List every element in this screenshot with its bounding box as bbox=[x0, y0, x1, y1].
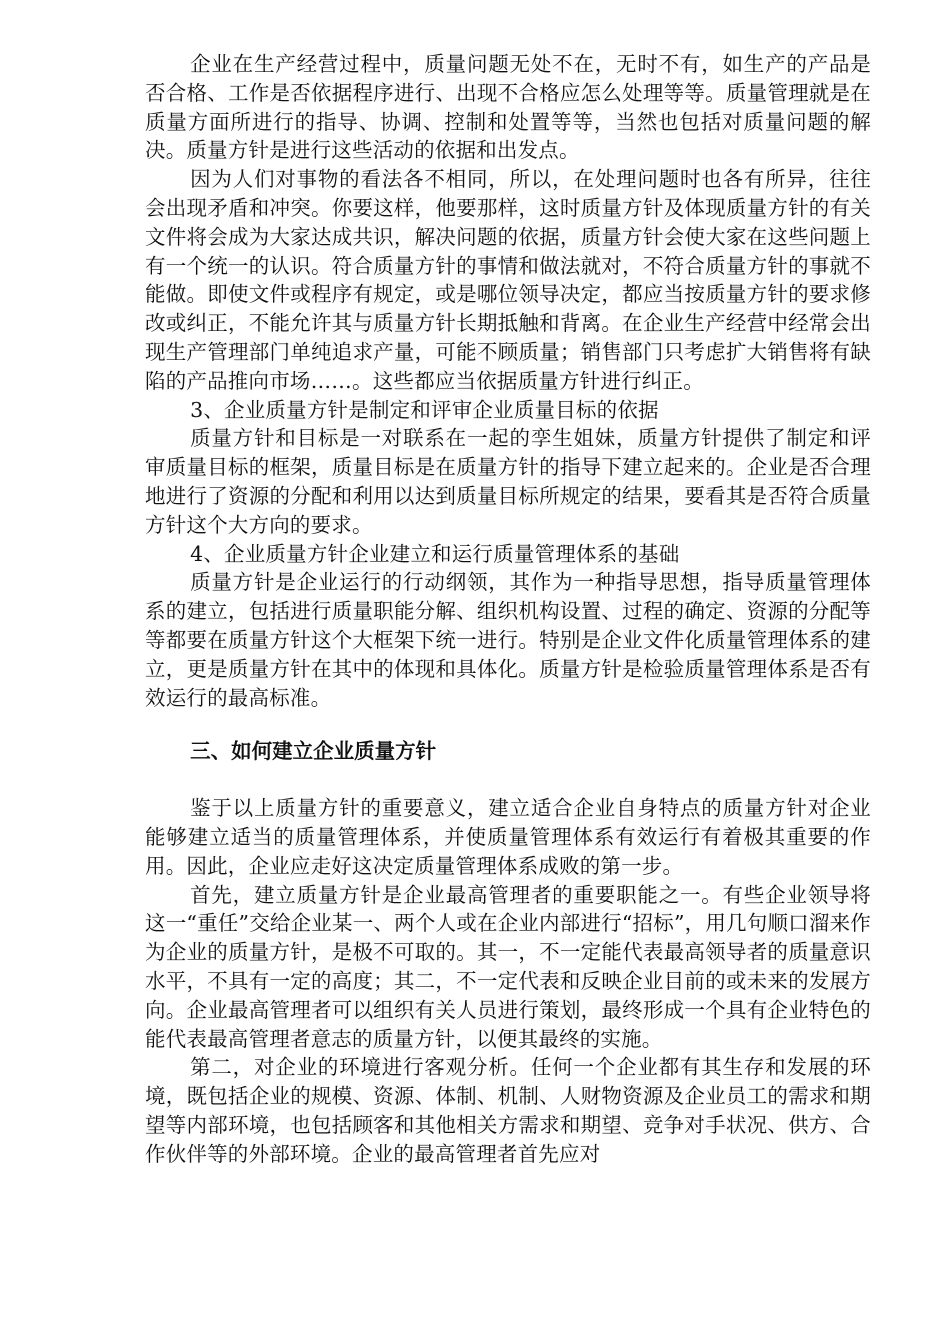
body-paragraph: 鉴于以上质量方针的重要意义，建立适合企业自身特点的质量方针对企业能够建立适当的质量管理体系，并使质量管理体系有效运行有着极其重要的作用。因此，企业应走好这决定质量管理体系成败的第一步。 bbox=[145, 796, 871, 878]
body-paragraph: 首先，建立质量方针是企业最高管理者的重要职能之一。有些企业领导将这一“重任”交给企业某一、两个人或在企业内部进行“招标”，用几句顺口溜来作为企业的质量方针，是极不可取的。其一，不一定能代表最高领导者的质量意识水平，不具有一定的高度；其二，不一定代表和反映企业目前的或未来的发展方向。企业最高管理者可以组织有关人员进行策划，最终形成一个具有企业特色的能代表最高管理者意志的质量方针，以便其最终的实施。 bbox=[145, 882, 871, 1051]
spacer bbox=[145, 712, 871, 737]
document-body bbox=[145, 50, 871, 1168]
body-paragraph: 质量方针是企业运行的行动纲领，其作为一种指导思想，指导质量管理体系的建立，包括进行质量职能分解、组织机构设置、过程的确定、资源的分配等等都要在质量方针这个大框架下统一进行。特别是企业文件化质量管理体系的建立，更是质量方针在其中的体现和具体化。质量方针是检验质量管理体系是否有效运行的最高标准。 bbox=[145, 570, 871, 710]
spacer bbox=[145, 766, 871, 794]
section-heading: 三、如何建立企业质量方针 bbox=[190, 739, 437, 764]
body-paragraph: 企业在生产经营过程中，质量问题无处不在，无时不有，如生产的产品是否合格、工作是否依据程序进行、出现不合格应怎么处理等等。质量管理就是在质量方面所进行的指导、协调、控制和处置等等，当然也包括对质量问题的解决。质量方针是进行这些活动的依据和出发点。 bbox=[145, 52, 871, 163]
body-paragraph: 第二，对企业的环境进行客观分析。任何一个企业都有其生存和发展的环境，既包括企业的规模、资源、体制、机制、人财物资源及企业员工的需求和期望等内部环境，也包括顾客和其他相关方需求和期望、竞争对手状况、供方、合作伙伴等的外部环境。企业的最高管理者首先应对 bbox=[145, 1055, 871, 1166]
subheading-4: 4、企业质量方针企业建立和运行质量管理体系的基础 bbox=[190, 541, 680, 566]
body-paragraph: 因为人们对事物的看法各不相同，所以，在处理问题时也各有所异，往往会出现矛盾和冲突。你要这样，他要那样，这时质量方针及体现质量方针的有关文件将会成为大家达成共识，解决问题的依据，质量方针会使大家在这些问题上有一个统一的认识。符合质量方针的事情和做法就对，不符合质量方针的事就不能做。即使文件或程序有规定，或是哪位领导决定，都应当按质量方针的要求修改或纠正，不能允许其与质量方针长期抵触和背离。在企业生产经营中经常会出现生产管理部门单纯追求产量，可能不顾质量；销售部门只考虑扩大销售将有缺陷的产品推向市场……。这些都应当依据质量方针进行纠正。 bbox=[145, 167, 871, 393]
subheading-3: 3、企业质量方针是制定和评审企业质量目标的依据 bbox=[190, 397, 659, 422]
body-paragraph: 质量方针和目标是一对联系在一起的孪生姐妹，质量方针提供了制定和评审质量目标的框架，质量目标是在质量方针的指导下建立起来的。企业是否合理地进行了资源的分配和利用以达到质量目标所规定的结果，要看其是否符合质量方针这个大方向的要求。 bbox=[145, 426, 871, 537]
